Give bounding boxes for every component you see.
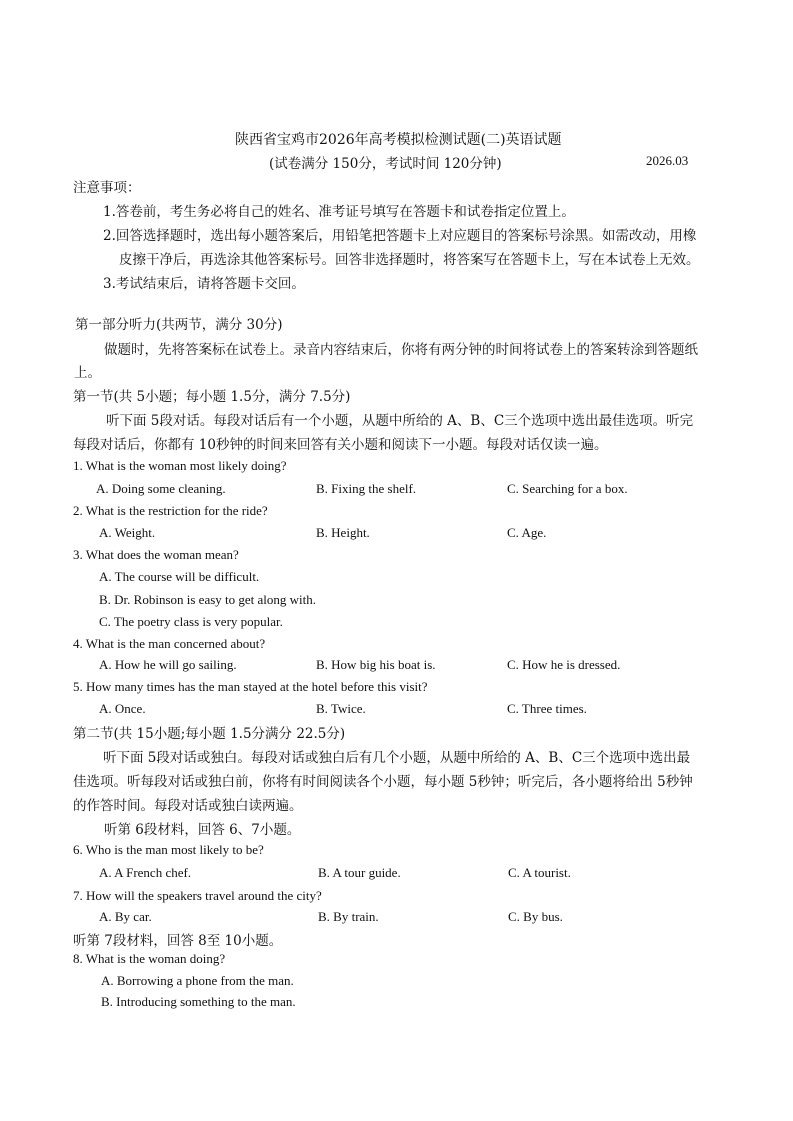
question-1-option-b: B. Fixing the shelf. <box>316 481 417 496</box>
part1-intro-2: 上。 <box>74 365 101 381</box>
question-4-option-b: B. How big his boat is. <box>316 657 436 672</box>
question-7-stem: 7. How will the speakers travel around the city? <box>73 888 322 903</box>
question-4-option-c: C. How he is dressed. <box>507 657 621 672</box>
exam-subtitle: (试卷满分 150分，考试时间 120分钟) <box>269 156 502 172</box>
section1-intro-2: 每段对话后，你都有 10秒钟的时间来回答有关小题和阅读下一小题。每段对话仅读一遍。 <box>73 437 608 453</box>
question-3-option-b: B. Dr. Robinson is easy to get along with. <box>99 592 317 607</box>
question-6-option-c: C. A tourist. <box>508 865 571 880</box>
part1-heading: 第一部分听力(共两节，满分 30分) <box>75 317 283 333</box>
notice-item-2: 2.回答选择题时，选出每小题答案后，用铅笔把答题卡上对应题目的答案标号涂黑。如需改动，用橡 <box>103 228 697 244</box>
question-3-option-c: C. The poetry class is very popular. <box>99 614 283 629</box>
material-6-instruction: 听第 6段材料，回答 6、7小题。 <box>104 822 301 838</box>
exam-date: 2026.03 <box>646 153 689 168</box>
notice-item-3: 3.考试结束后，请将答题卡交回。 <box>103 276 305 292</box>
question-2-option-a: A. Weight. <box>99 525 156 540</box>
question-1-stem: 1. What is the woman most likely doing? <box>73 458 287 473</box>
question-8-stem: 8. What is the woman doing? <box>73 951 226 966</box>
question-6-option-a: A. A French chef. <box>99 865 192 880</box>
question-1-option-a: A. Doing some cleaning. <box>96 481 226 496</box>
notice-item-2-cont: 皮擦干净后，再选涂其他答案标号。回答非选择题时，将答案写在答题卡上，写在本试卷上无效。 <box>119 252 700 268</box>
question-8-option-a: A. Borrowing a phone from the man. <box>101 973 294 988</box>
section2-intro-3: 的作答时间。每段对话或独白读两遍。 <box>73 798 303 814</box>
question-2-stem: 2. What is the restriction for the ride? <box>73 503 268 518</box>
question-6-stem: 6. Who is the man most likely to be? <box>73 842 264 857</box>
question-2-option-b: B. Height. <box>316 525 370 540</box>
section2-intro-2: 佳选项。听每段对话或独白前，你将有时间阅读各个小题，每小题 5秒钟；听完后，各小题将给出 5秒钟 <box>73 774 693 790</box>
section2-intro-1: 听下面 5段对话或独白。每段对话或独白后有几个小题，从题中所给的 A、B、C三个选项中选出最 <box>103 750 691 766</box>
question-3-option-a: A. The course will be difficult. <box>99 569 260 584</box>
notice-heading: 注意事项： <box>73 180 141 196</box>
question-8-option-b: B. Introducing something to the man. <box>101 994 296 1009</box>
section1-intro-1: 听下面 5段对话。每段对话后有一个小题，从题中所给的 A、B、C三个选项中选出最佳选项。听完 <box>106 413 694 429</box>
question-3-stem: 3. What does the woman mean? <box>73 547 239 562</box>
question-5-stem: 5. How many times has the man stayed at the hotel before this visit? <box>73 679 428 694</box>
question-5-option-c: C. Three times. <box>507 701 587 716</box>
exam-title: 陕西省宝鸡市2026年高考模拟检测试题(二)英语试题 <box>235 132 562 148</box>
question-6-option-b: B. A tour guide. <box>318 865 401 880</box>
question-4-stem: 4. What is the man concerned about? <box>73 636 266 651</box>
notice-item-1: 1.答卷前，考生务必将自己的姓名、准考证号填写在答题卡和试卷指定位置上。 <box>103 204 575 220</box>
question-5-option-b: B. Twice. <box>316 701 366 716</box>
question-4-option-a: A. How he will go sailing. <box>99 657 237 672</box>
question-5-option-a: A. Once. <box>99 701 146 716</box>
question-7-option-a: A. By car. <box>99 909 152 924</box>
part1-intro-1: 做题时，先将答案标在试卷上。录音内容结束后，你将有两分钟的时间将试卷上的答案转涂到答题纸 <box>104 342 698 358</box>
material-7-instruction: 听第 7段材料，回答 8至 10小题。 <box>73 933 283 949</box>
question-7-option-b: B. By train. <box>318 909 379 924</box>
question-2-option-c: C. Age. <box>507 525 547 540</box>
section2-heading: 第二节(共 15小题;每小题 1.5分满分 22.5分) <box>73 726 346 742</box>
question-7-option-c: C. By bus. <box>508 909 563 924</box>
section1-heading: 第一节(共 5小题；每小题 1.5分，满分 7.5分) <box>73 389 351 405</box>
question-1-option-c: C. Searching for a box. <box>507 481 628 496</box>
